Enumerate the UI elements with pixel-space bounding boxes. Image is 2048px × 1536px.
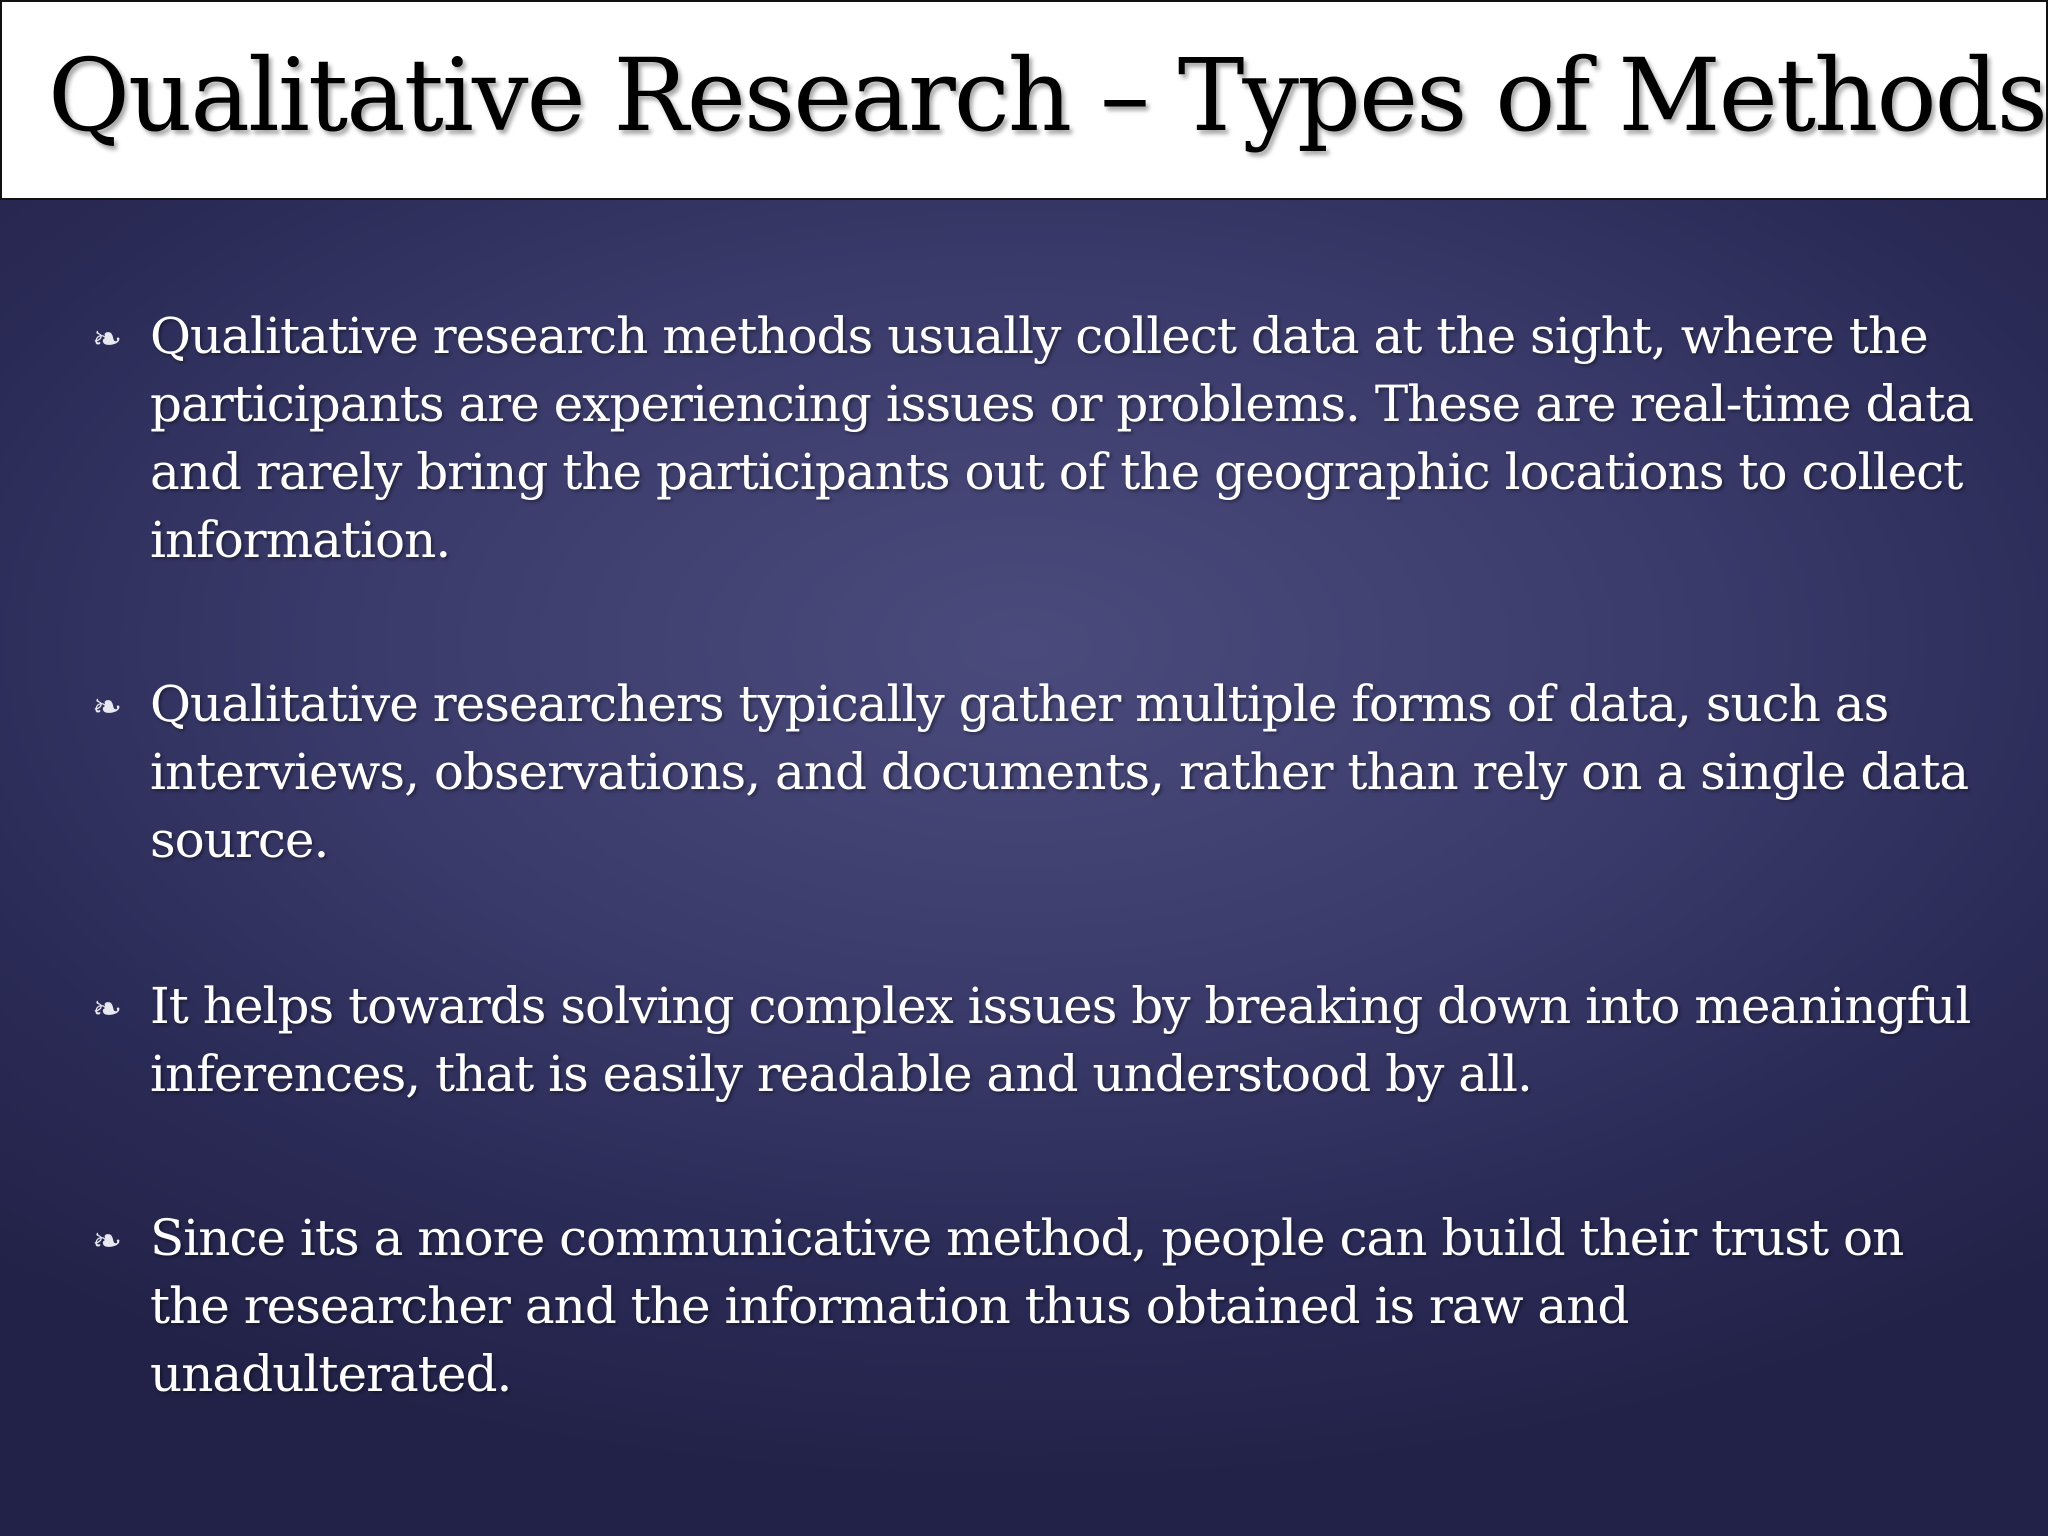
bullet-text: Since its a more communicative method, people can build their trust on the researcher and the information thus obtained is raw and unadulterated. <box>150 1209 1904 1403</box>
bullet-text: Qualitative research methods usually collect data at the sight, where the participants are experiencing issues or problems. These are real-time data and rarely bring the participants out of the geographic locations to collect information. <box>150 307 1974 569</box>
bullet-item <box>92 302 1992 574</box>
bullet-item <box>92 1204 1992 1408</box>
leaf-bullet-icon: ❧ <box>92 319 123 360</box>
leaf-bullet-icon: ❧ <box>92 687 123 728</box>
bullet-item <box>92 972 1992 1108</box>
bullet-item <box>92 670 1992 874</box>
slide-title: Qualitative Research – Types of Methods <box>48 37 2046 154</box>
bullet-text: Qualitative researchers typically gather multiple forms of data, such as interviews, observations, and documents, rather than rely on a single data source. <box>150 675 1969 869</box>
leaf-bullet-icon: ❧ <box>92 1221 123 1262</box>
leaf-bullet-icon: ❧ <box>92 989 123 1030</box>
title-bar <box>0 0 2048 200</box>
bullet-text: It helps towards solving complex issues by breaking down into meaningful inferences, that is easily readable and understood by all. <box>150 977 1971 1103</box>
